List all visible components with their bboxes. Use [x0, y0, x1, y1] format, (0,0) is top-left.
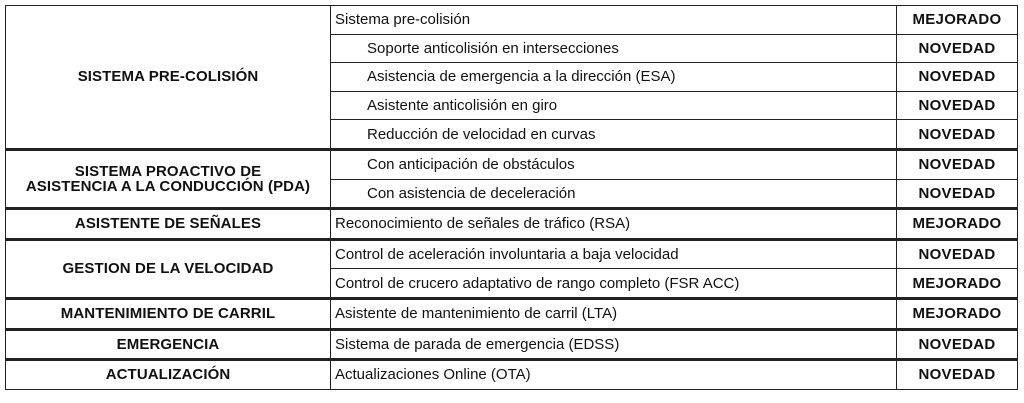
table-row: [6, 329, 1018, 360]
category-cell: ASISTENTE DE SEÑALES: [6, 209, 331, 240]
status-badge: MEJORADO: [897, 209, 1018, 240]
status-badge: MEJORADO: [897, 269, 1018, 299]
feature-cell: Asistencia de emergencia a la dirección (ESA): [331, 63, 897, 92]
category-cell: GESTION DE LA VELOCIDAD: [6, 239, 331, 298]
feature-cell: Reducción de velocidad en curvas: [331, 120, 897, 150]
feature-cell: Sistema de parada de emergencia (EDSS): [331, 329, 897, 360]
status-badge: NOVEDAD: [897, 239, 1018, 269]
table-row: [6, 6, 1018, 35]
status-badge: NOVEDAD: [897, 91, 1018, 120]
status-badge: NOVEDAD: [897, 329, 1018, 360]
feature-cell: Control de aceleración involuntaria a baja velocidad: [331, 239, 897, 269]
table-row: [6, 360, 1018, 390]
table-row: [6, 149, 1018, 179]
category-line: ASISTENCIA A LA CONDUCCIÓN (PDA): [25, 178, 311, 196]
status-badge: NOVEDAD: [897, 34, 1018, 63]
safety-features-table: [5, 5, 1018, 390]
feature-cell: Con anticipación de obstáculos: [331, 149, 897, 179]
feature-cell: Soporte anticolisión en intersecciones: [331, 34, 897, 63]
table-row: [6, 298, 1018, 329]
category-cell: ACTUALIZACIÓN: [6, 360, 331, 390]
category-line: SISTEMA PROACTIVO DE: [74, 163, 262, 181]
category-cell: MANTENIMIENTO DE CARRIL: [6, 298, 331, 329]
status-badge: NOVEDAD: [897, 120, 1018, 150]
table-row: [6, 239, 1018, 269]
status-badge: NOVEDAD: [897, 360, 1018, 390]
category-cell: [6, 149, 331, 208]
status-badge: NOVEDAD: [897, 149, 1018, 179]
category-cell: SISTEMA PRE-COLISIÓN: [6, 6, 331, 150]
feature-cell: Sistema pre-colisión: [331, 6, 897, 35]
feature-cell: Asistente anticolisión en giro: [331, 91, 897, 120]
feature-cell: Reconocimiento de señales de tráfico (RSA): [331, 209, 897, 240]
status-badge: NOVEDAD: [897, 63, 1018, 92]
feature-cell: Asistente de mantenimiento de carril (LTA): [331, 298, 897, 329]
status-badge: MEJORADO: [897, 298, 1018, 329]
status-badge: NOVEDAD: [897, 179, 1018, 209]
feature-cell: Actualizaciones Online (OTA): [331, 360, 897, 390]
feature-cell: Control de crucero adaptativo de rango completo (FSR ACC): [331, 269, 897, 299]
table-row: [6, 209, 1018, 240]
category-cell: EMERGENCIA: [6, 329, 331, 360]
feature-cell: Con asistencia de deceleración: [331, 179, 897, 209]
status-badge: MEJORADO: [897, 6, 1018, 35]
